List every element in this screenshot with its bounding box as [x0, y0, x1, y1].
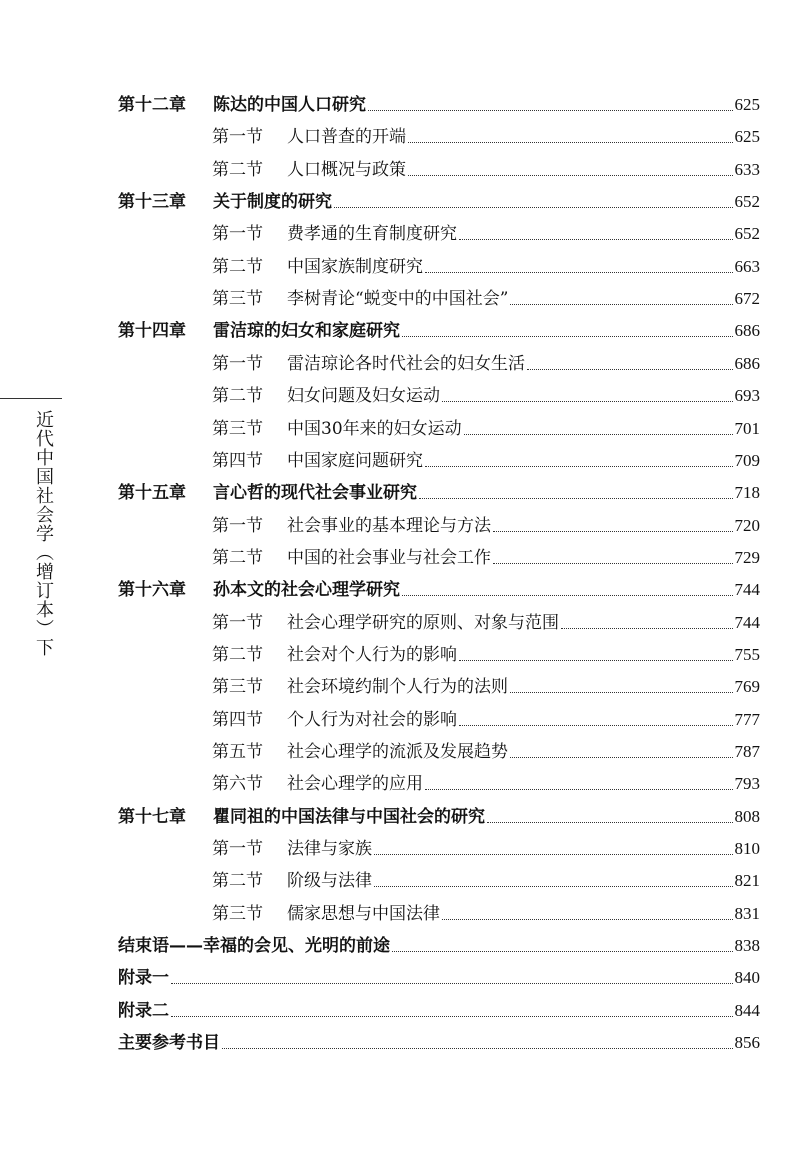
toc-entry[interactable]: [118, 90, 760, 116]
toc-entry-page: 672: [734, 289, 760, 309]
toc-entry-title: 雷洁琼论各时代社会的妇女生活: [287, 353, 525, 374]
toc-entry[interactable]: [212, 543, 760, 569]
toc-entry-title: 言心哲的现代社会事业研究: [213, 483, 417, 504]
toc-entry-page: 744: [734, 580, 760, 600]
toc-entry-title: 雷洁琼的妇女和家庭研究: [213, 321, 400, 342]
toc-entry-title: 社会对个人行为的影响: [287, 644, 457, 665]
dot-leader: [464, 434, 733, 435]
toc-entry-number: 第十三章: [118, 192, 186, 213]
dot-leader: [425, 789, 733, 790]
dot-leader: [171, 983, 733, 984]
toc-entry-number: 第一节: [212, 353, 263, 374]
toc-entry-number: 第二节: [212, 644, 263, 665]
toc-entry-title: 孙本文的社会心理学研究: [213, 580, 400, 601]
toc-entry[interactable]: [118, 478, 760, 504]
toc-entry[interactable]: [118, 316, 760, 342]
dot-leader: [425, 466, 733, 467]
toc-entry[interactable]: [212, 284, 760, 310]
toc-entry[interactable]: [212, 640, 760, 666]
dot-leader: [510, 692, 733, 693]
toc-entry[interactable]: [212, 672, 760, 698]
toc-entry-title: 个人行为对社会的影响: [287, 709, 457, 730]
toc-entry[interactable]: [212, 769, 760, 795]
toc-entry-page: 856: [734, 1033, 760, 1053]
toc-entry-title: 人口普查的开端: [287, 127, 406, 148]
toc-entry-page: 625: [734, 127, 760, 147]
toc-entry-title: 社会心理学研究的原则、对象与范围: [287, 612, 559, 633]
dot-leader: [510, 757, 733, 758]
toc-entry[interactable]: [212, 155, 760, 181]
toc-entry-page: 652: [734, 224, 760, 244]
dot-leader: [527, 369, 733, 370]
dot-leader: [171, 1016, 733, 1017]
dot-leader: [419, 498, 733, 499]
dot-leader: [374, 854, 733, 855]
dot-leader: [493, 531, 733, 532]
toc-entry-title: 社会事业的基本理论与方法: [287, 515, 491, 536]
toc-entry-title: 社会心理学的应用: [287, 774, 423, 795]
toc-entry-page: 652: [734, 192, 760, 212]
toc-entry[interactable]: [118, 802, 760, 828]
toc-entry-title: 主要参考书目: [118, 1033, 220, 1054]
toc-entry-title: 社会环境约制个人行为的法则: [287, 677, 508, 698]
side-rule: [0, 398, 62, 399]
toc-entry-number: 第一节: [212, 224, 263, 245]
toc-entry-number: 第三节: [212, 418, 263, 439]
dot-leader: [222, 1048, 733, 1049]
toc-entry-number: 第十七章: [118, 806, 186, 827]
toc-entry-number: 第三节: [212, 289, 263, 310]
toc-entry-title: 瞿同祖的中国法律与中国社会的研究: [213, 806, 485, 827]
toc-entry[interactable]: [212, 899, 760, 925]
toc-entry[interactable]: [212, 414, 760, 440]
toc-entry-page: 701: [734, 418, 760, 438]
toc-entry-number: 第十五章: [118, 483, 186, 504]
dot-leader: [442, 401, 733, 402]
dot-leader: [442, 919, 733, 920]
dot-leader: [368, 110, 733, 111]
toc-entry[interactable]: [212, 737, 760, 763]
toc-entry[interactable]: [118, 1028, 760, 1054]
toc-entry-page: 844: [734, 1000, 760, 1020]
dot-leader: [459, 660, 733, 661]
toc-entry-page: 838: [734, 936, 760, 956]
toc-entry-number: 第二节: [212, 386, 263, 407]
toc-entry-number: 第三节: [212, 677, 263, 698]
dot-leader: [510, 304, 732, 305]
toc-entry-page: 810: [734, 839, 760, 859]
toc-entry[interactable]: [212, 608, 760, 634]
toc-entry-page: 744: [734, 612, 760, 632]
dot-leader: [402, 595, 733, 596]
toc-entry-title: 李树青论“蜕变中的中国社会”: [287, 289, 509, 310]
toc-entry-number: 第一节: [212, 612, 263, 633]
toc-entry-page: 686: [734, 353, 760, 373]
toc-entry-number: 第二节: [212, 547, 263, 568]
toc-entry[interactable]: [212, 349, 760, 375]
toc-entry-page: 787: [734, 742, 760, 761]
toc-entry[interactable]: [118, 187, 760, 213]
toc-entry-title: 人口概况与政策: [287, 159, 406, 180]
toc-entry-number: 第四节: [212, 709, 263, 730]
toc-entry-page: 793: [734, 774, 760, 794]
toc-entry-page: 663: [734, 256, 760, 276]
toc-entry[interactable]: [212, 511, 760, 537]
toc-entry-page: 831: [734, 903, 760, 923]
toc-entry-title: 中国家庭问题研究: [287, 450, 423, 471]
toc-entry-page: 625: [734, 95, 760, 114]
toc-entry-number: 第六节: [212, 774, 263, 795]
toc-entry-title: 陈达的中国人口研究: [213, 95, 366, 115]
toc-entry-number: 第二节: [212, 256, 263, 277]
toc-entry-page: 769: [734, 677, 760, 697]
toc-entry-page: 808: [734, 806, 760, 826]
toc-entry-title: 中国的社会事业与社会工作: [287, 547, 491, 568]
dot-leader: [402, 336, 733, 337]
toc-entry-number: 第五节: [212, 742, 263, 762]
toc-entry-title: 结束语——幸福的会见、光明的前途: [118, 936, 390, 957]
dot-leader: [459, 725, 733, 726]
toc-entry-number: 第二节: [212, 871, 263, 892]
toc-entry-page: 777: [734, 709, 760, 729]
toc-entry-page: 729: [734, 547, 760, 567]
toc-entry[interactable]: [118, 963, 760, 989]
toc-entry[interactable]: [212, 381, 760, 407]
toc-entry-title: 儒家思想与中国法律: [287, 903, 440, 924]
toc-entry[interactable]: [118, 931, 760, 957]
dot-leader: [561, 628, 733, 629]
toc-entry-title: 社会心理学的流派及发展趋势: [287, 742, 508, 762]
toc-entry-page: 821: [734, 871, 760, 891]
dot-leader: [392, 951, 733, 952]
toc-entry-title: 关于制度的研究: [213, 192, 332, 213]
dot-leader: [459, 239, 733, 240]
toc-entry-page: 709: [734, 450, 760, 470]
toc-entry-title: 附录一: [118, 968, 169, 989]
toc-entry-page: 720: [734, 515, 760, 535]
toc-entry-number: 第四节: [212, 450, 263, 471]
toc-entry-title: 附录二: [118, 1000, 169, 1021]
dot-leader: [425, 272, 733, 273]
toc-entry-number: 第三节: [212, 903, 263, 924]
dot-leader: [487, 822, 733, 823]
book-title-vertical: 近代中国社会学（增订本）下: [33, 410, 54, 657]
toc-entry-title: 费孝通的生育制度研究: [287, 224, 457, 245]
toc-entry-title: 阶级与法律: [287, 871, 372, 892]
toc-entry[interactable]: [212, 705, 760, 731]
toc-entry-number: 第十四章: [118, 321, 186, 342]
toc-entry[interactable]: [212, 866, 760, 892]
toc-entry-page: 840: [734, 968, 760, 988]
toc-entry-number: 第十二章: [118, 95, 186, 115]
toc-entry-number: 第十六章: [118, 580, 186, 601]
toc-entry-title: 法律与家族: [287, 839, 372, 860]
dot-leader: [408, 142, 733, 143]
toc-entry-title: 妇女问题及妇女运动: [287, 386, 440, 407]
toc-entry[interactable]: [118, 575, 760, 601]
toc-entry-page: 686: [734, 321, 760, 341]
dot-leader: [334, 207, 733, 208]
dot-leader: [374, 886, 733, 887]
toc-entry-number: 第二节: [212, 159, 263, 180]
toc-entry-title: 中国家族制度研究: [287, 256, 423, 277]
toc-entry-page: 755: [734, 644, 760, 664]
dot-leader: [408, 175, 733, 176]
toc-entry[interactable]: [118, 996, 760, 1022]
toc-entry-page: 693: [734, 386, 760, 406]
toc-entry-page: 633: [734, 159, 760, 179]
toc-entry-number: 第一节: [212, 515, 263, 536]
toc-entry[interactable]: [212, 219, 760, 245]
toc-entry-page: 718: [734, 483, 760, 503]
toc-entry[interactable]: [212, 122, 760, 148]
toc-entry[interactable]: [212, 834, 760, 860]
toc-entry-number: 第一节: [212, 127, 263, 148]
toc-entry[interactable]: [212, 252, 760, 278]
dot-leader: [493, 563, 733, 564]
toc-entry[interactable]: [212, 446, 760, 472]
toc-entry-number: 第一节: [212, 839, 263, 860]
toc-entry-title: 中国30年来的妇女运动: [287, 418, 462, 439]
